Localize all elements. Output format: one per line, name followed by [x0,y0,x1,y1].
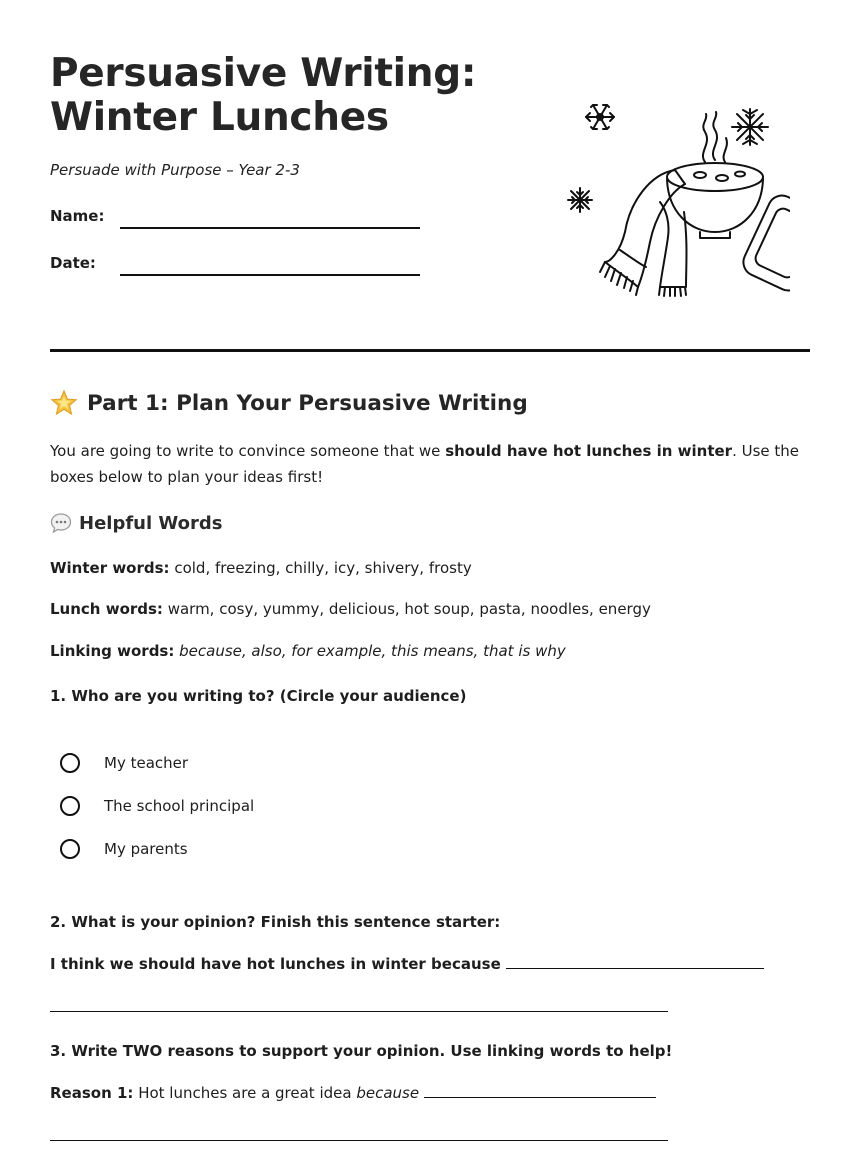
star-icon [50,389,78,417]
lunch-words-line [50,600,651,618]
hot-water-bottle-icon [739,180,790,295]
name-label: Name: [50,207,105,225]
audience-option-principal[interactable] [60,796,254,816]
winter-lunch-illustration [550,92,790,302]
linking-words-line [50,642,566,660]
reason-1-linking-word: because [356,1084,420,1102]
name-field[interactable] [50,207,104,225]
helpful-words-heading [50,512,222,534]
intro-paragraph [50,438,810,490]
date-write-line[interactable] [120,274,420,276]
opinion-answer-line[interactable] [506,954,764,969]
reason-1-answer-line[interactable] [424,1083,656,1098]
linking-words-list: because, also, for example, this means, that is why [179,642,566,660]
part1-heading-text: Part 1: Plan Your Persuasive Writing [87,390,528,416]
winter-words-line [50,559,472,577]
date-field[interactable] [50,254,96,272]
helpful-words-heading-text: Helpful Words [79,512,223,534]
reason-1-answer-line-2[interactable] [50,1140,668,1141]
snowflake-icon [732,109,768,145]
opinion-sentence-starter [50,954,810,973]
option-circle[interactable] [60,753,80,773]
question-3: 3. Write TWO reasons to support your opinion. Use linking words to help! [50,1042,673,1060]
intro-text-2: . Use the boxes below to plan your ideas first! [50,442,800,486]
date-label: Date: [50,254,96,272]
winter-words-label: Winter words: [50,559,170,577]
worksheet-page [50,0,810,1161]
opinion-answer-line-2[interactable] [50,1011,668,1012]
option-label: My teacher [104,754,189,772]
section-divider [50,349,810,352]
intro-emphasis: should have hot lunches in winter [445,442,733,460]
reason-1-label: Reason 1: [50,1084,134,1102]
reason-1-text: Hot lunches are a great idea [133,1084,357,1102]
title-line-2: Winter Lunches [50,95,389,140]
snowflake-icon [586,105,614,129]
option-label: My parents [104,840,188,858]
name-write-line[interactable] [120,227,420,229]
audience-option-parents[interactable] [60,839,188,859]
audience-option-teacher[interactable] [60,753,188,773]
linking-words-label: Linking words: [50,642,175,660]
speech-bubble-icon [50,512,72,534]
option-label: The school principal [104,797,255,815]
subtitle: Persuade with Purpose – Year 2-3 [50,161,300,179]
intro-text-1: You are going to write to convince someone that we [50,442,446,460]
title-line-1: Persuasive Writing: [50,51,477,96]
snowflake-icon [568,188,592,212]
option-circle[interactable] [60,796,80,816]
question-1: 1. Who are you writing to? (Circle your audience) [50,687,467,705]
lunch-words-label: Lunch words: [50,600,163,618]
question-2: 2. What is your opinion? Finish this sentence starter: [50,913,501,931]
winter-words-list: cold, freezing, chilly, icy, shivery, frosty [169,559,472,577]
part1-heading [50,389,528,417]
page-title [50,52,476,140]
sentence-starter-text: I think we should have hot lunches in winter because [50,955,501,973]
lunch-words-list: warm, cosy, yummy, delicious, hot soup, pasta, noodles, energy [162,600,651,618]
reason-1-line [50,1083,810,1102]
option-circle[interactable] [60,839,80,859]
